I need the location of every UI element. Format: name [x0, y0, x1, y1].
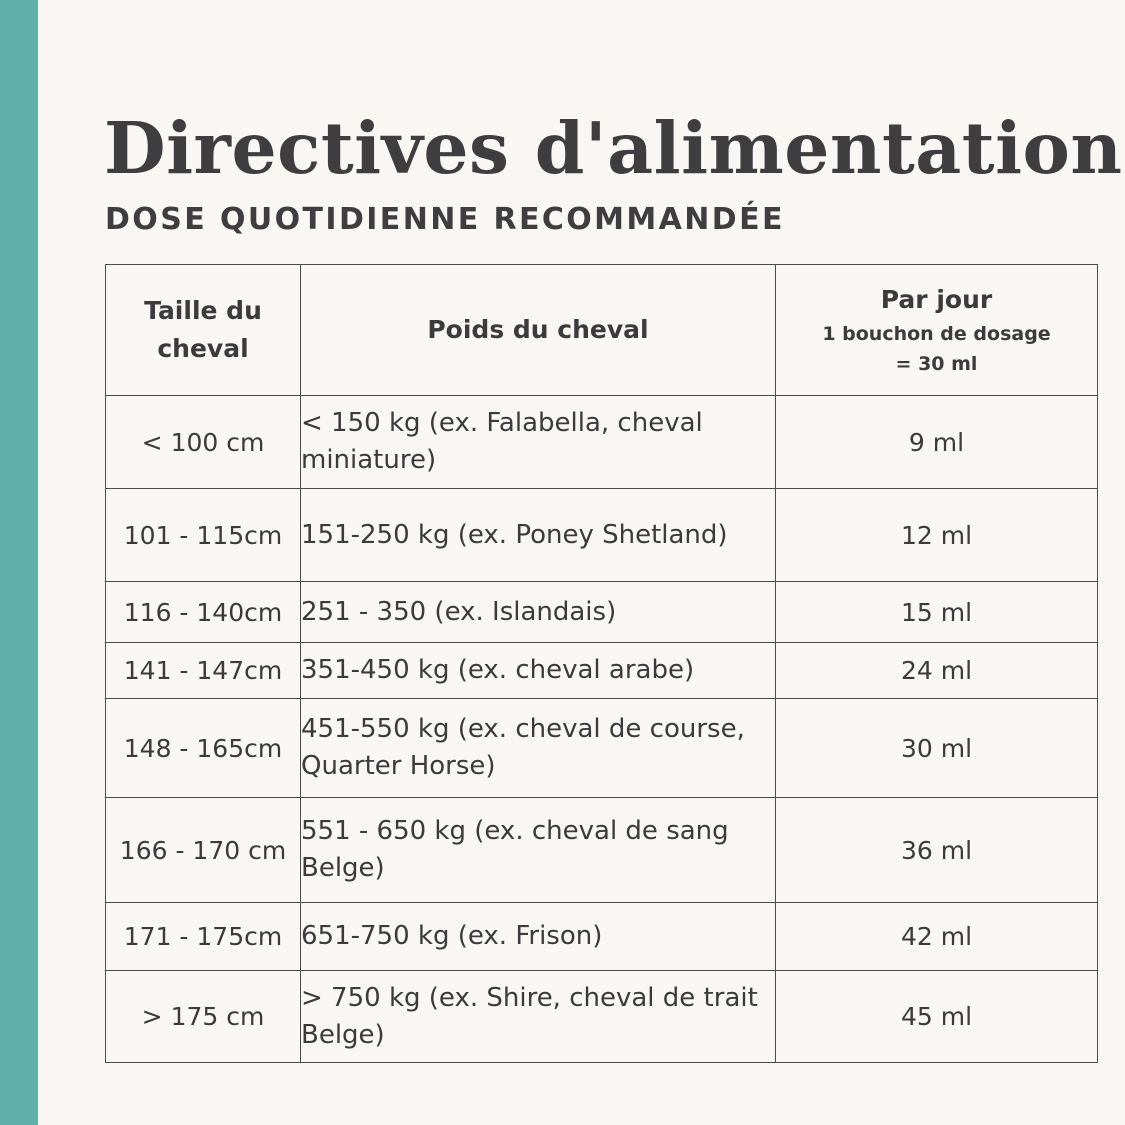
cell-size: > 175 cm — [106, 971, 301, 1063]
cell-size: 148 - 165cm — [106, 699, 301, 798]
cell-dose: 9 ml — [776, 396, 1098, 489]
cell-dose: 15 ml — [776, 582, 1098, 643]
cell-weight: > 750 kg (ex. Shire, cheval de trait Belge) — [301, 971, 776, 1063]
page-title: Directives d'alimentation — [104, 106, 1123, 190]
cell-dose: 24 ml — [776, 643, 1098, 699]
cell-weight: 551 - 650 kg (ex. cheval de sang Belge) — [301, 798, 776, 903]
table-row — [106, 582, 1098, 643]
cell-weight: 151-250 kg (ex. Poney Shetland) — [301, 489, 776, 582]
cell-weight: < 150 kg (ex. Falabella, cheval miniature) — [301, 396, 776, 489]
dosage-table — [105, 264, 1098, 1063]
table-row — [106, 489, 1098, 582]
cell-size: 171 - 175cm — [106, 903, 301, 971]
header-weight-label: Poids du cheval — [427, 315, 649, 344]
cell-dose: 45 ml — [776, 971, 1098, 1063]
table-row — [106, 699, 1098, 798]
table-row — [106, 798, 1098, 903]
table-row — [106, 971, 1098, 1063]
cell-weight: 451-550 kg (ex. cheval de course, Quarter Horse) — [301, 699, 776, 798]
cell-dose: 30 ml — [776, 699, 1098, 798]
header-per-day-note-1: 1 bouchon de dosage — [822, 323, 1051, 345]
header-size — [106, 265, 301, 396]
accent-bar — [0, 0, 38, 1125]
cell-size: < 100 cm — [106, 396, 301, 489]
header-per-day — [776, 265, 1098, 396]
page-subtitle: DOSE QUOTIDIENNE RECOMMANDÉE — [105, 202, 785, 237]
cell-size: 101 - 115cm — [106, 489, 301, 582]
cell-weight: 651-750 kg (ex. Frison) — [301, 903, 776, 971]
header-weight — [301, 265, 776, 396]
header-per-day-label: Par jour — [880, 285, 993, 314]
cell-size: 166 - 170 cm — [106, 798, 301, 903]
header-size-label: Taille du cheval — [144, 296, 262, 363]
cell-weight: 351-450 kg (ex. cheval arabe) — [301, 643, 776, 699]
cell-dose: 12 ml — [776, 489, 1098, 582]
table-row — [106, 903, 1098, 971]
table-row — [106, 396, 1098, 489]
cell-size: 116 - 140cm — [106, 582, 301, 643]
table-row — [106, 643, 1098, 699]
cell-size: 141 - 147cm — [106, 643, 301, 699]
cell-dose: 36 ml — [776, 798, 1098, 903]
header-per-day-note-2: = 30 ml — [895, 353, 978, 375]
cell-weight: 251 - 350 (ex. Islandais) — [301, 582, 776, 643]
table-header-row — [106, 265, 1098, 396]
cell-dose: 42 ml — [776, 903, 1098, 971]
